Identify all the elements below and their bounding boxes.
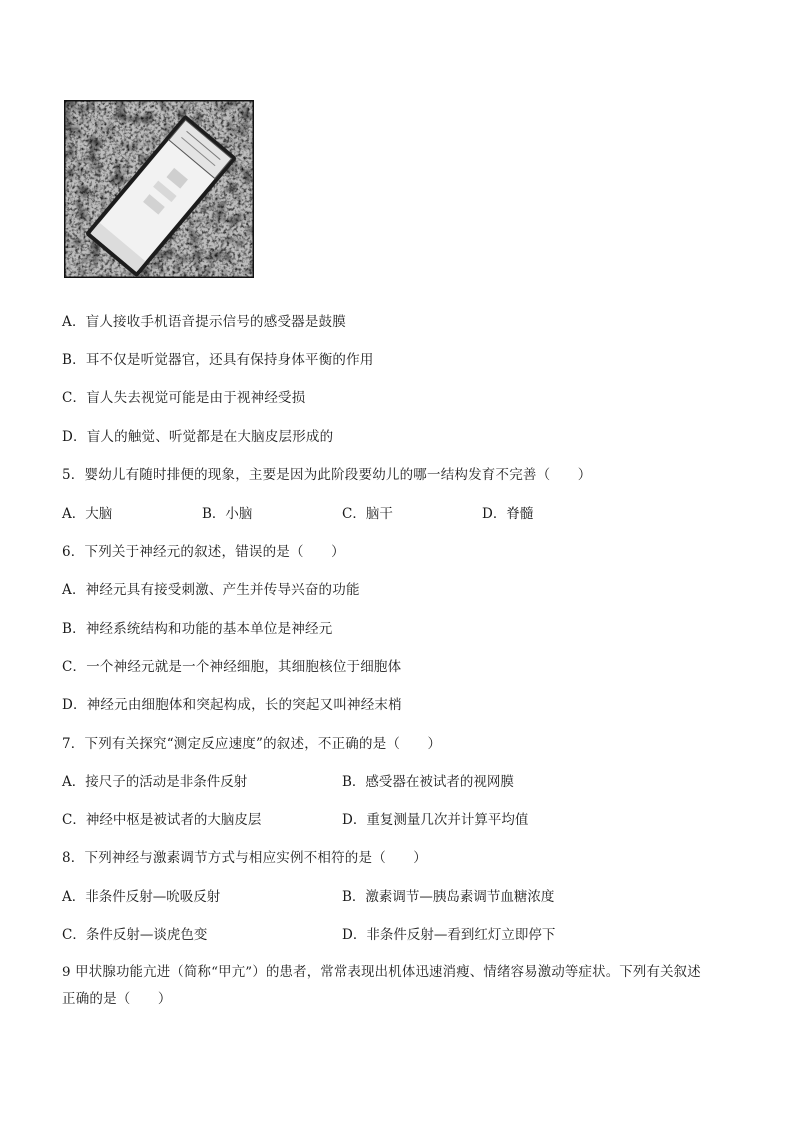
option-b: B．耳不仅是听觉器官，还具有保持身体平衡的作用 [62, 352, 374, 368]
question-8-stem: 8．下列神经与激素调节方式与相应实例不相符的是（ ） [62, 850, 427, 866]
question-8-option-c: C．条件反射—谈虎色变 [62, 927, 208, 943]
question-8-option-d: D．非条件反射—看到红灯立即停下 [342, 927, 556, 943]
question-6-stem: 6．下列关于神经元的叙述，错误的是（ ） [62, 544, 345, 560]
question-8-option-a: A．非条件反射—吮吸反射 [62, 889, 221, 905]
question-6-option-b: B．神经系统结构和功能的基本单位是神经元 [62, 621, 333, 637]
question-9-stem-line-2: 正确的是（ ） [62, 991, 172, 1007]
question-5-stem: 5．婴幼儿有随时排便的现象，主要是因为此阶段要幼儿的哪一结构发育不完善（ ） [62, 467, 592, 483]
question-7-option-c: C．神经中枢是被试者的大脑皮层 [62, 812, 262, 828]
question-5-option-b: B．小脑 [202, 506, 253, 522]
phone-on-textured-surface-photo [64, 100, 254, 278]
question-7-option-a: A．接尺子的活动是非条件反射 [62, 774, 248, 790]
option-a: A．盲人接收手机语音提示信号的感受器是鼓膜 [62, 314, 346, 330]
option-d: D．盲人的触觉、听觉都是在大脑皮层形成的 [62, 429, 334, 445]
question-9-stem-line-1: 9 甲状腺功能亢进（简称“甲亢”）的患者，常常表现出机体迅速消瘦、情绪容易激动等症状。下列有关叙述 [62, 965, 701, 980]
question-8-option-b: B．激素调节—胰岛素调节血糖浓度 [342, 889, 555, 905]
option-c: C．盲人失去视觉可能是由于视神经受损 [62, 390, 306, 406]
question-6-option-c: C．一个神经元就是一个神经细胞，其细胞核位于细胞体 [62, 659, 402, 675]
question-5-option-a: A．大脑 [62, 506, 113, 522]
question-5-option-c: C．脑干 [342, 506, 393, 522]
question-6-option-a: A．神经元具有接受刺激、产生并传导兴奋的功能 [62, 582, 360, 598]
question-7-option-b: B．感受器在被试者的视网膜 [342, 774, 514, 790]
question-5-option-d: D．脊髓 [482, 506, 534, 522]
question-7-stem: 7．下列有关探究“测定反应速度”的叙述，不正确的是（ ） [62, 736, 442, 752]
question-7-option-d: D．重复测量几次并计算平均值 [342, 812, 529, 828]
question-6-option-d: D．神经元由细胞体和突起构成，长的突起又叫神经末梢 [62, 697, 402, 713]
